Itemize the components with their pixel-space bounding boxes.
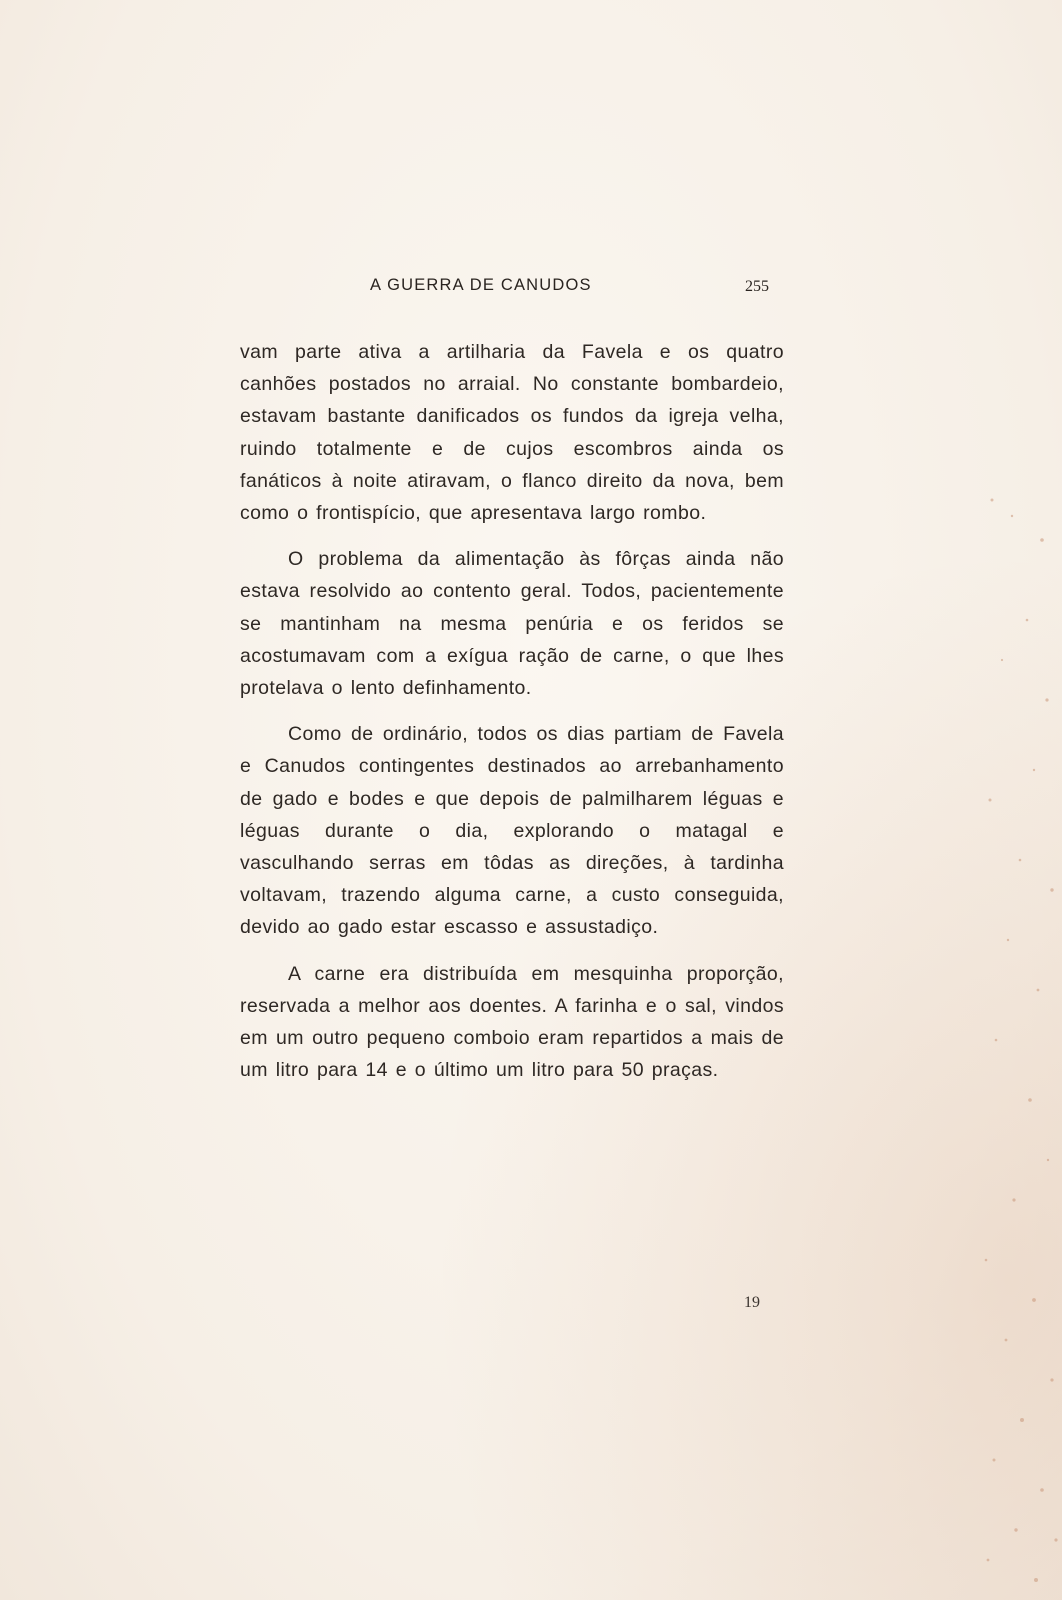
paragraph-2: O problema da alimentação às fôrças ainda não estava resolvido ao contento geral. Todos, pacientemente se mantinham na mesma penúria e os feridos se acostumavam com a exígua ração de carne, o que lhes protelava o lento definhamento. — [240, 548, 784, 700]
printer-signature-mark: 19 — [744, 1294, 760, 1311]
paragraph-3: Como de ordinário, todos os dias partiam de Favela e Canudos contingentes destinados ao arrebanhamento de gado e bodes e que depois de palmilharem léguas e léguas durante o dia, explorando o matagal e vasculhando serras em tôdas as direções, à tardinha voltavam, trazendo alguma carne, a custo conseguida, devido ao gado estar escasso e assustadiço. — [240, 723, 784, 939]
body-text — [240, 336, 784, 1100]
paragraph-1: vam parte ativa a artilharia da Favela e os quatro canhões postados no arraial. No constante bombardeio, estavam bastante danificados os fundos da igreja velha, ruindo totalmente e de cujos escombros ainda os fanáticos à noite atiravam, o flanco direito da nova, bem como o frontispício, que apresentava largo rombo. — [240, 341, 784, 525]
running-head-title: A GUERRA DE CANUDOS — [370, 276, 592, 294]
page-number: 255 — [745, 278, 769, 295]
paragraph-4: A carne era distribuída em mesquinha proporção, reservada a melhor aos doentes. A farinha e o sal, vindos em um outro pequeno comboio eram repartidos a mais de um litro para 14 e o último um litro para 50 praças. — [240, 962, 784, 1082]
paper-foxing-stains — [972, 480, 1062, 1600]
